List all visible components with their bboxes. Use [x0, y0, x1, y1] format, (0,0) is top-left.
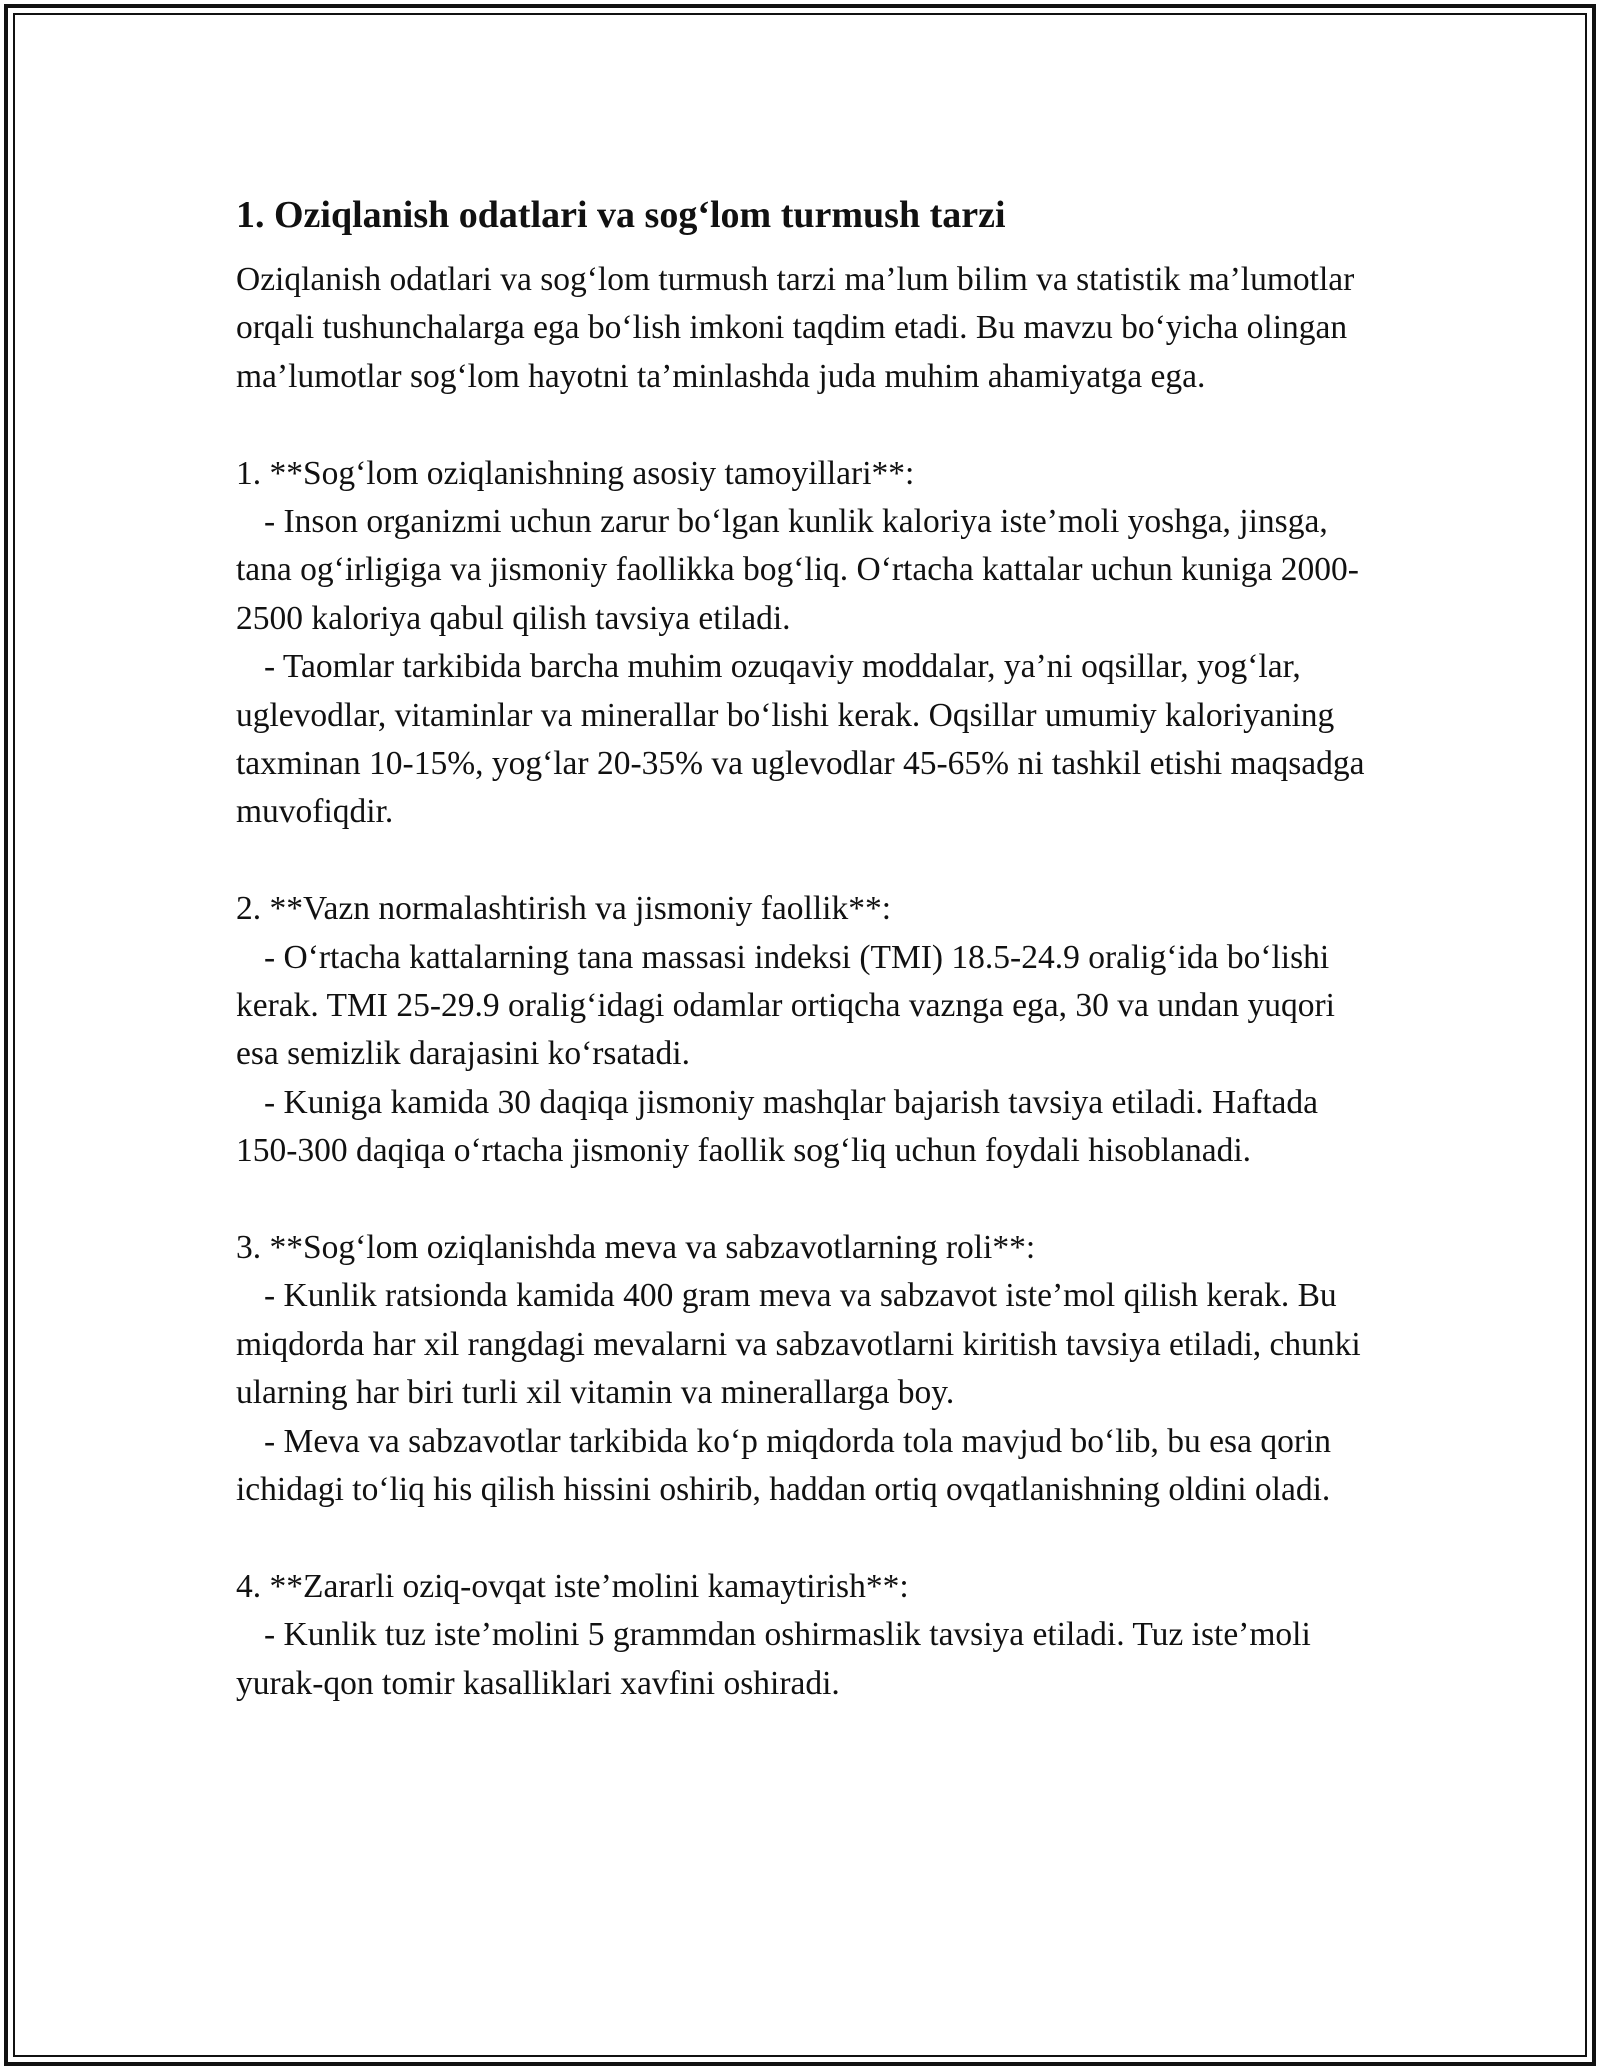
section-3 — [236, 1224, 1376, 1514]
section-bullet: - Taomlar tarkibida barcha muhim ozuqaviy moddalar, ya’ni oqsillar, yog‘lar, uglevodlar, vitaminlar va minerallar bo‘lishi kerak. Oqsillar umumiy kaloriyaning taxminan 10-15%, yog‘lar 20-35% va uglevodlar 45-65% ni tashkil etishi maqsadga muvofiqdir. — [236, 648, 1365, 831]
section-bullet: - Inson organizmi uchun zarur bo‘lgan kunlik kaloriya iste’moli yoshga, jinsga, tana og‘irligiga va jismoniy faollikka bog‘liq. O‘rtacha kattalar uchun kuniga 2000-2500 kaloriya qabul qilish tavsiya etiladi. — [236, 503, 1359, 637]
intro-paragraph: Oziqlanish odatlari va sog‘lom turmush tarzi ma’lum bilim va statistik ma’lumotlar orqali tushunchalarga ega bo‘lish imkoni taqdim etadi. Bu mavzu bo‘yicha olingan ma’lumotlar sog‘lom hayotni ta’minlashda juda muhim ahamiyatga ega. — [236, 261, 1355, 395]
section-title: 1. **Sog‘lom oziqlanishning asosiy tamoyillari**: — [236, 454, 915, 492]
section-bullet: - Kunlik tuz iste’molini 5 grammdan oshirmaslik tavsiya etiladi. Tuz iste’moli yurak-qon tomir kasalliklari xavfini oshiradi. — [236, 1616, 1311, 1702]
section-title: 2. **Vazn normalashtirish va jismoniy faollik**: — [236, 890, 892, 928]
section-bullet: - O‘rtacha kattalarning tana massasi indeksi (TMI) 18.5-24.9 oralig‘ida bo‘lishi kerak. TMI 25-29.9 oralig‘idagi odamlar ortiqcha vaznga ega, 30 va undan yuqori esa semizlik darajasini ko‘rsatadi. — [236, 938, 1335, 1073]
section-bullet: - Kuniga kamida 30 daqiqa jismoniy mashqlar bajarish tavsiya etiladi. Haftada 150-300 daqiqa o‘rtacha jismoniy faollik sog‘liq uchun foydali hisoblanadi. — [236, 1083, 1319, 1170]
section-bullet: - Meva va sabzavotlar tarkibida ko‘p miqdorda tola mavjud bo‘lib, bu esa qorin ichidagi to‘liq his qilish hissini oshirib, haddan ortiq ovqatlanishning oldini oladi. — [236, 1422, 1332, 1509]
section-1 — [236, 450, 1376, 837]
section-4 — [236, 1563, 1376, 1708]
section-title: 3. **Sog‘lom oziqlanishda meva va sabzavotlarning roli**: — [236, 1229, 1036, 1267]
document-body — [236, 180, 1376, 1708]
section-2 — [236, 885, 1376, 1175]
section-title: 4. **Zararli oziq-ovqat iste’molini kamaytirish**: — [236, 1567, 909, 1605]
document-heading: 1. Oziqlanish odatlari va sog‘lom turmush tarzi — [236, 194, 1006, 236]
section-bullet: - Kunlik ratsionda kamida 400 gram meva va sabzavot iste’mol qilish kerak. Bu miqdorda har xil rangdagi mevalarni va sabzavotlarni kiritish tavsiya etiladi, chunki ularning har biri turli xil vitamin va minerallarga boy. — [236, 1277, 1361, 1412]
